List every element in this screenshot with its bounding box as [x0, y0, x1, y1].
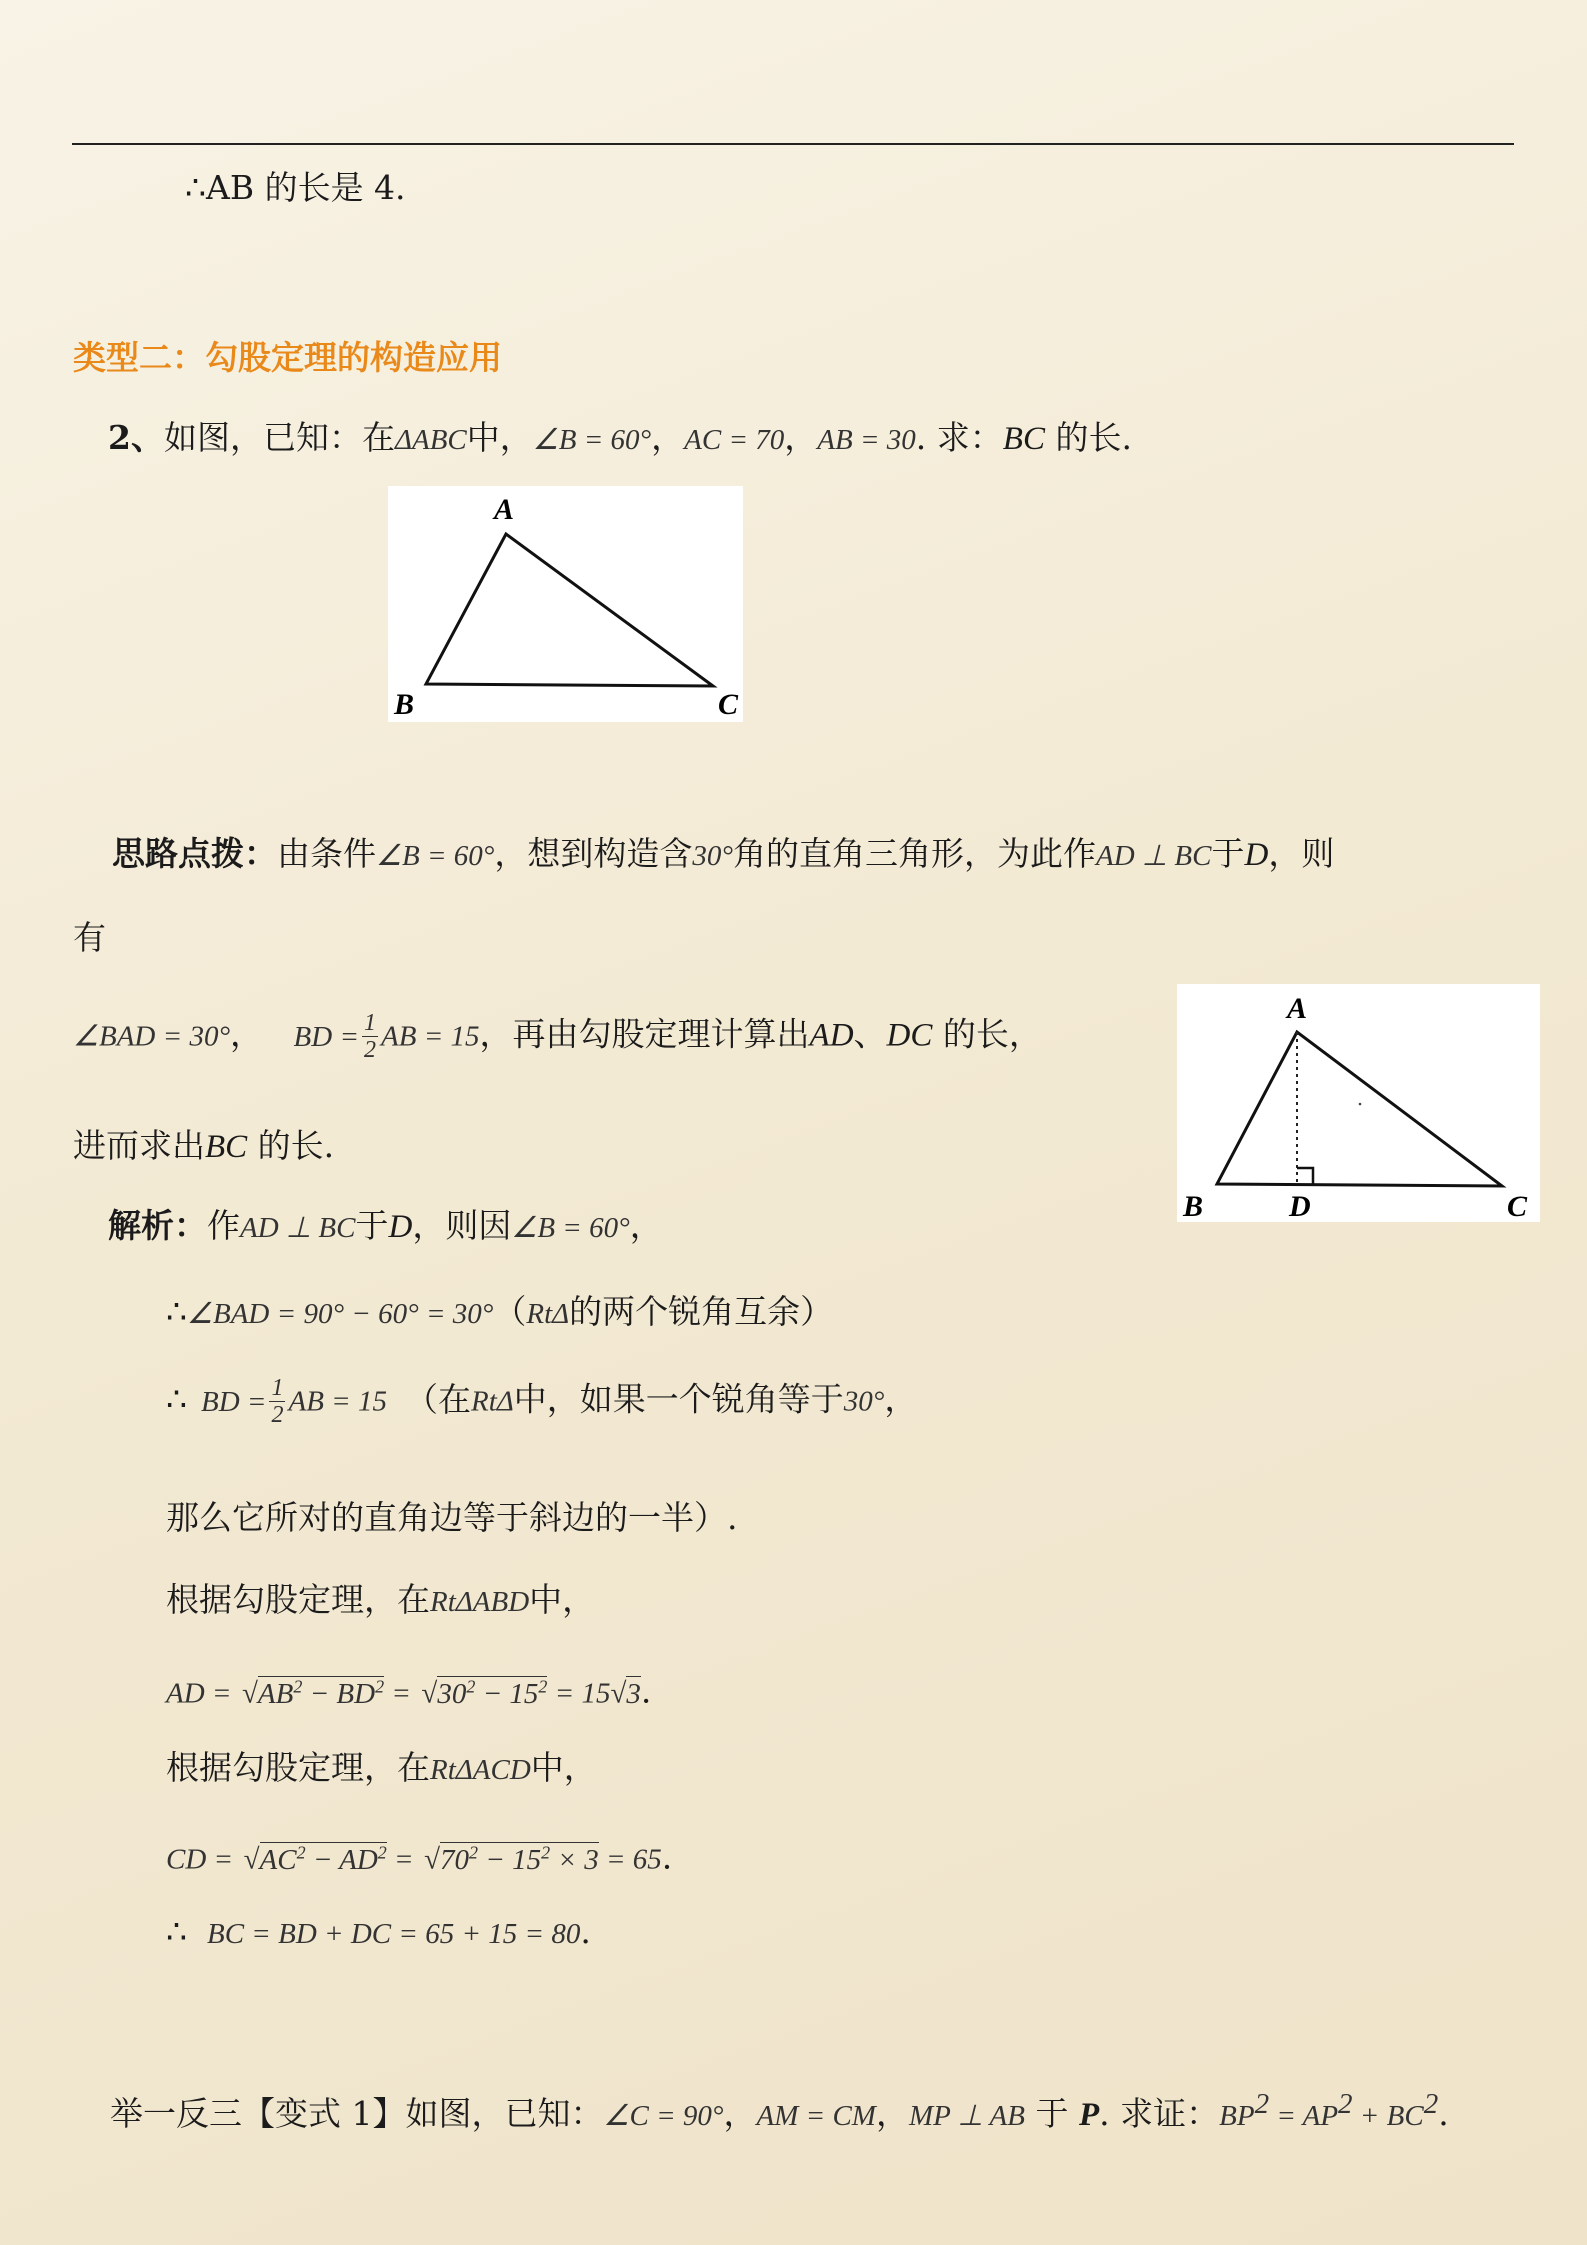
solution-line-3: ∴ BD = $\frac{1}{2}$ AB = 15 （在RtΔ中，如果一个锐角等于30°， [166, 1375, 918, 1428]
hint-line-2: 有 [73, 918, 106, 957]
dot-mark [1359, 1103, 1362, 1106]
hint-line-4: 进而求出BC 的长. [73, 1126, 335, 1165]
section-title: 类型二：勾股定理的构造应用 [73, 338, 502, 377]
top-rule [72, 143, 1514, 145]
label-c: C [1507, 1190, 1528, 1222]
solution-line-5: 根据勾股定理，在RtΔABD中， [166, 1580, 596, 1619]
equation-bc: ∴ BC = BD + DC = 65 + 15 = 80. [166, 1912, 591, 1951]
right-angle-mark [1297, 1168, 1313, 1185]
label-b: B [394, 688, 415, 721]
problem-number: 2、 [108, 418, 164, 457]
variant-exercise: 举一反三【变式 1】如图，已知：∠C = 90°，AM = CM，MP ⊥ AB 于 P. 求证：$BP^2 = AP^2 + BC^2$. [110, 2088, 1449, 2133]
fraction-half: $\frac{1}{2}$ [364, 1010, 377, 1063]
label-c: C [718, 688, 739, 721]
solution-line-1: 解析：作AD ⊥ BC于D，则因∠B = 60°， [108, 1206, 663, 1245]
radical-3: $AC^2 - AD^2$ [259, 1842, 387, 1876]
radical-2: $30^2 - 15^2$ [437, 1676, 548, 1710]
radical-1: $AB^2 - BD^2$ [257, 1676, 385, 1710]
conclusion-line: ∴AB 的长是 4. [185, 168, 406, 207]
label-b: B [1183, 1190, 1204, 1222]
triangle-figure-1 [388, 486, 743, 722]
label-a: A [1287, 992, 1308, 1025]
fraction-half: $\frac{1}{2}$ [271, 1375, 284, 1428]
solution-label: 解析： [108, 1206, 207, 1245]
triangle-abcd-drawing [1177, 984, 1540, 1222]
hint-line-3: ∠BAD = 30°， BD = $\frac{1}{2}$ AB = 15，再由勾股定理计算出AD、DC 的长， [73, 1010, 1042, 1063]
radical-4: $70^2 - 15^2 \times 3$ [440, 1842, 599, 1876]
label-d: D [1289, 1190, 1311, 1222]
solution-line-6: 根据勾股定理，在RtΔACD中， [166, 1748, 597, 1787]
triangle-abc [426, 534, 713, 686]
hint-line-1: 思路点拨：由条件∠B = 60°，想到构造含30°角的直角三角形，为此作AD ⊥ BC于D，则 [112, 834, 1335, 873]
solution-line-4: 那么它所对的直角边等于斜边的一半）. [166, 1498, 738, 1537]
equation-cd: CD = $√AC^2 - AD^2 = √70^2 - 15^2 \times 3 = 65$. [166, 1837, 673, 1877]
problem-statement: 2、如图，已知：在ΔABC中，∠B = 60°，AC = 70，AB = 30. 求：BC 的长. [108, 418, 1132, 457]
hint-label: 思路点拨： [112, 834, 277, 873]
triangle-figure-2 [1177, 984, 1540, 1222]
equation-ad: AD = $√AB^2 - BD^2 = √30^2 - 15^2 = 15√3$. [166, 1671, 652, 1711]
solution-line-2: ∴∠BAD = 90° − 60° = 30°（RtΔ的两个锐角互余） [166, 1292, 834, 1331]
triangle-abc [1217, 1032, 1502, 1186]
label-a: A [494, 493, 515, 526]
triangle-abc-drawing [388, 486, 743, 722]
